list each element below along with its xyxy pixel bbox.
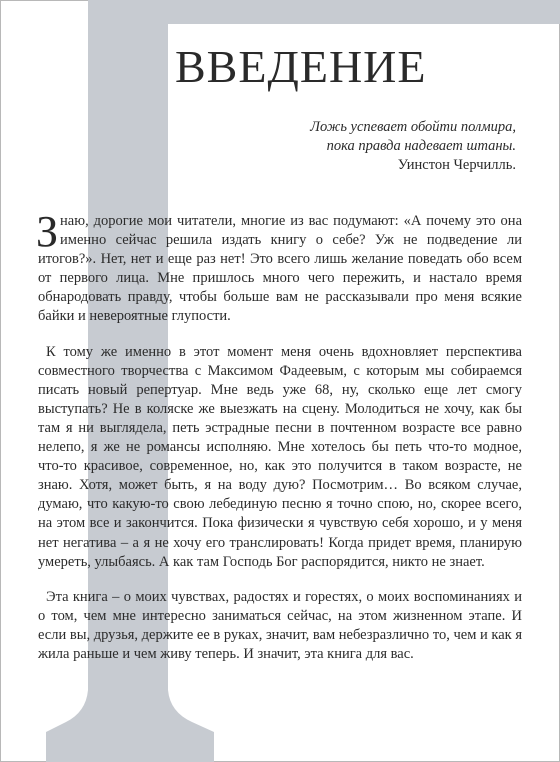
page-title: ВВЕДЕНИЕ <box>175 41 427 92</box>
paragraph-3: Эта книга – о моих чувствах, радостях и горестях, о моих воспоминаниях и о том, чем мне интересно заниматься сейчас, на этом жизненном этапе. И если вы, друзья, держите ее в руках, значит, вам небезразлично то, чем и как я жила раньше и чем живу теперь. И значит, эта книга для вас. <box>38 588 522 662</box>
paragraph-2: К тому же именно в этот момент меня очень вдохновляет перспектива совместного творчества с Максимом Фадеевым, с которым мы собираемся писать новый репертуар. Мне ведь уже 68, ну, сколько еще лет смогу выступать? Не в коляске же выезжать на сцену. Молодиться не хочу, как бы там я ни выглядела, петь эстрадные песни в почтенном возрасте все равно нелепо, я же не романсы исполняю. Мне хотелось бы петь что-то модное, что-то красивое, современное, но, как это получится в таком возрасте, не знаю. Хотя, может быть, я на воду дую? Посмотрим… Во всяком случае, думаю, что какую-то свою лебединую песню я точно спою, но, скорее всего, на этом все и закончится. Пока физически я чувствую себя хорошо, и у меня нет негатива – а я не хочу его транслировать! Когда придет время, планирую умереть, улыбаясь. А как там Господь Бог распорядится, никто не знает. <box>38 343 522 570</box>
epigraph <box>196 118 516 175</box>
epigraph-author: Уинстон Черчилль. <box>397 157 516 173</box>
epigraph-line-1: Ложь успевает обойти полмира, <box>310 119 516 135</box>
body-text <box>36 207 522 664</box>
paragraph-1-text: наю, дорогие мои читатели, многие из вас подумают: «А почему это она именно сейчас решила издать книгу о себе? Уж не подведение ли итогов?». Нет, нет и еще раз нет! Это всего лишь желание поведать обо всем от первого лица. Мне пришлось много чего пережить, и настало время обнародовать правду, чтобы больше вам не рассказывали про меня всякие байки и невероятные глупости. <box>38 213 522 325</box>
epigraph-line-2: пока правда надевает штаны. <box>326 138 516 154</box>
drop-cap: З <box>36 207 59 256</box>
paragraph-1 <box>36 207 522 327</box>
